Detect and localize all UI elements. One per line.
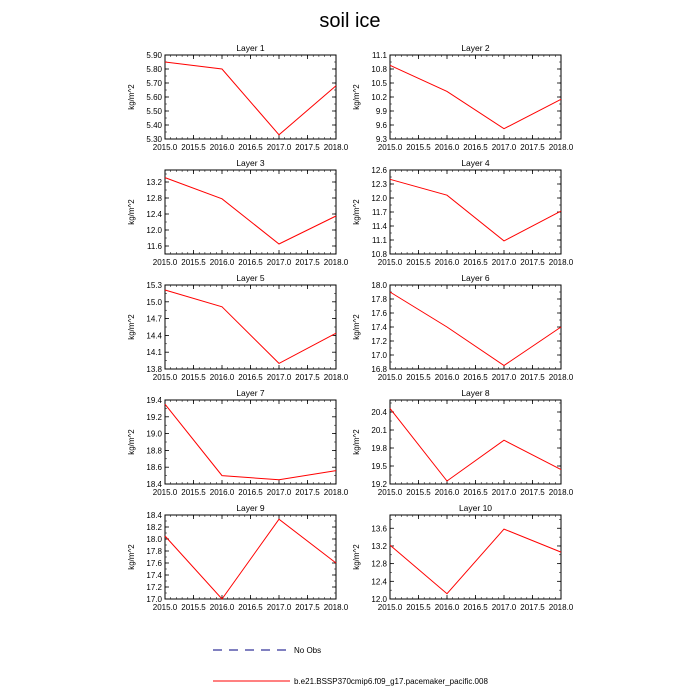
y-tick-label: 10.5 — [371, 79, 387, 88]
x-tick-label: 2017.0 — [266, 258, 292, 267]
x-tick-label: 2017.5 — [520, 258, 545, 267]
y-tick-label: 12.0 — [371, 595, 387, 604]
x-tick-label: 2018.0 — [548, 258, 574, 267]
subplot-layer-4 — [352, 158, 574, 267]
x-tick-label: 2018.0 — [548, 488, 574, 497]
plot-frame — [390, 515, 561, 599]
subplot-title: Layer 8 — [461, 388, 490, 398]
subplot-title: Layer 9 — [236, 503, 265, 513]
plot-frame — [165, 170, 336, 254]
subplot-layer-8 — [352, 388, 574, 497]
plot-frame — [390, 400, 561, 484]
y-tick-label: 19.2 — [146, 412, 162, 422]
y-tick-label: 12.3 — [371, 180, 387, 189]
subplot-title: Layer 5 — [236, 273, 265, 283]
x-tick-label: 2018.0 — [548, 143, 574, 152]
x-tick-label: 2017.5 — [295, 258, 320, 267]
y-tick-label: 13.8 — [146, 365, 162, 374]
x-tick-label: 2017.0 — [491, 488, 517, 497]
y-tick-label: 5.60 — [146, 93, 162, 102]
series-line — [390, 529, 561, 594]
y-tick-label: 11.6 — [147, 242, 162, 251]
subplot-title: Layer 6 — [461, 273, 490, 283]
subplot-layer-1 — [127, 43, 349, 152]
y-axis-label: kg/m^2 — [352, 429, 361, 455]
y-tick-label: 17.2 — [146, 583, 162, 592]
y-tick-label: 20.4 — [371, 408, 387, 417]
y-tick-label: 5.80 — [146, 65, 162, 74]
x-tick-label: 2018.0 — [323, 258, 349, 267]
y-tick-label: 19.0 — [146, 429, 162, 439]
y-axis-label: kg/m^2 — [352, 544, 361, 570]
x-tick-label: 2016.0 — [209, 603, 235, 612]
x-tick-label: 2016.0 — [209, 373, 235, 382]
x-tick-label: 2015.5 — [406, 258, 431, 267]
x-tick-label: 2017.5 — [295, 488, 320, 497]
x-tick-label: 2015.5 — [406, 373, 431, 382]
x-tick-label: 2016.0 — [434, 143, 460, 152]
y-axis-label: kg/m^2 — [352, 84, 361, 110]
x-tick-label: 2015.0 — [377, 143, 403, 152]
y-tick-label: 18.8 — [146, 446, 162, 456]
x-tick-label: 2016.5 — [238, 373, 263, 382]
x-tick-label: 2016.5 — [238, 488, 263, 497]
x-tick-label: 2016.5 — [463, 488, 488, 497]
y-tick-label: 13.6 — [371, 524, 387, 534]
y-tick-label: 13.2 — [371, 541, 387, 551]
subplot-layer-9 — [127, 503, 349, 612]
plot-frame — [390, 285, 561, 369]
x-tick-label: 2016.5 — [238, 258, 263, 267]
y-tick-label: 12.0 — [371, 194, 387, 203]
y-tick-label: 15.0 — [146, 297, 162, 307]
y-tick-label: 14.4 — [146, 331, 162, 341]
subplot-layer-2 — [352, 43, 574, 152]
y-axis-label: kg/m^2 — [127, 199, 136, 225]
series-line — [165, 62, 336, 135]
x-tick-label: 2018.0 — [323, 488, 349, 497]
y-axis-label: kg/m^2 — [352, 199, 361, 225]
series-line — [165, 404, 336, 480]
series-line — [390, 292, 561, 366]
plot-frame — [165, 55, 336, 139]
x-tick-label: 2017.0 — [266, 603, 292, 612]
plot-frame — [165, 515, 336, 599]
y-tick-label: 17.0 — [146, 595, 162, 604]
y-tick-label: 13.2 — [146, 178, 162, 187]
x-tick-label: 2015.5 — [406, 488, 431, 497]
x-tick-label: 2015.5 — [181, 143, 206, 152]
x-tick-label: 2016.5 — [463, 603, 488, 612]
x-tick-label: 2015.0 — [377, 603, 403, 612]
x-tick-label: 2017.5 — [520, 488, 545, 497]
x-tick-label: 2017.0 — [491, 373, 517, 382]
series-line — [165, 290, 336, 363]
subplot-title: Layer 7 — [236, 388, 265, 398]
x-tick-label: 2016.5 — [463, 258, 488, 267]
y-tick-label: 17.0 — [371, 351, 387, 360]
y-tick-label: 17.6 — [371, 309, 387, 318]
x-tick-label: 2015.0 — [377, 373, 403, 382]
series-line — [165, 519, 336, 599]
x-tick-label: 2017.0 — [266, 373, 292, 382]
subplot-title: Layer 4 — [461, 158, 490, 168]
x-tick-label: 2017.0 — [266, 488, 292, 497]
y-tick-label: 9.3 — [375, 135, 387, 144]
x-tick-label: 2016.0 — [434, 488, 460, 497]
series-line — [390, 65, 561, 128]
x-tick-label: 2015.5 — [181, 258, 206, 267]
y-tick-label: 18.4 — [146, 480, 162, 489]
y-tick-label: 17.6 — [146, 559, 162, 568]
x-tick-label: 2015.0 — [152, 603, 178, 612]
y-tick-label: 16.8 — [371, 365, 387, 374]
y-tick-label: 10.2 — [371, 93, 387, 102]
x-tick-label: 2018.0 — [548, 603, 574, 612]
y-tick-label: 14.1 — [146, 348, 162, 358]
y-axis-label: kg/m^2 — [352, 314, 361, 340]
y-tick-label: 19.5 — [371, 462, 387, 471]
y-tick-label: 12.4 — [371, 577, 387, 587]
y-axis-label: kg/m^2 — [127, 314, 136, 340]
subplot-title: Layer 2 — [461, 43, 490, 53]
plot-frame — [165, 400, 336, 484]
x-tick-label: 2018.0 — [323, 603, 349, 612]
x-tick-label: 2017.0 — [491, 603, 517, 612]
x-tick-label: 2015.0 — [377, 258, 403, 267]
x-tick-label: 2016.5 — [463, 373, 488, 382]
y-tick-label: 18.4 — [146, 511, 162, 520]
x-tick-label: 2017.5 — [520, 143, 545, 152]
y-tick-label: 18.2 — [146, 523, 162, 532]
x-tick-label: 2017.0 — [266, 143, 292, 152]
y-tick-label: 14.7 — [146, 314, 162, 324]
subplot-title: Layer 1 — [236, 43, 265, 53]
y-tick-label: 12.0 — [146, 226, 162, 235]
y-tick-label: 19.8 — [371, 444, 387, 453]
y-tick-label: 5.50 — [146, 107, 162, 116]
x-tick-label: 2017.5 — [295, 603, 320, 612]
series-line — [390, 179, 561, 241]
subplot-title: Layer 10 — [458, 503, 493, 513]
y-tick-label: 18.6 — [146, 463, 162, 473]
legend-label-series: b.e21.BSSP370cmip6.f09_g17.pacemaker_pacific.008 — [294, 677, 488, 686]
x-tick-label: 2016.0 — [434, 603, 460, 612]
x-tick-label: 2016.5 — [238, 603, 263, 612]
x-tick-label: 2016.0 — [209, 143, 235, 152]
y-tick-label: 17.4 — [146, 571, 162, 580]
y-tick-label: 18.0 — [146, 535, 162, 544]
x-tick-label: 2015.0 — [152, 143, 178, 152]
y-axis-label: kg/m^2 — [127, 429, 136, 455]
y-tick-label: 9.9 — [375, 107, 387, 116]
x-tick-label: 2015.0 — [152, 488, 178, 497]
y-tick-label: 9.6 — [375, 121, 387, 130]
x-tick-label: 2015.5 — [181, 603, 206, 612]
x-tick-label: 2015.5 — [181, 373, 206, 382]
x-tick-label: 2016.5 — [463, 143, 488, 152]
y-tick-label: 5.40 — [146, 121, 162, 130]
x-tick-label: 2015.0 — [377, 488, 403, 497]
x-tick-label: 2015.5 — [181, 488, 206, 497]
subplot-layer-7 — [127, 388, 349, 497]
subplot-layer-6 — [352, 273, 574, 382]
series-line — [165, 178, 336, 244]
x-tick-label: 2016.5 — [238, 143, 263, 152]
y-tick-label: 12.8 — [371, 559, 387, 569]
x-tick-label: 2018.0 — [548, 373, 574, 382]
x-tick-label: 2017.5 — [295, 373, 320, 382]
y-tick-label: 18.0 — [371, 281, 387, 290]
y-tick-label: 12.8 — [146, 194, 162, 203]
y-tick-label: 15.3 — [146, 281, 162, 290]
subplot-layer-5 — [127, 273, 349, 382]
subplot-title: Layer 3 — [236, 158, 265, 168]
x-tick-label: 2015.0 — [152, 373, 178, 382]
x-tick-label: 2015.0 — [152, 258, 178, 267]
y-tick-label: 10.8 — [371, 250, 387, 259]
y-tick-label: 17.4 — [371, 323, 387, 332]
y-tick-label: 11.1 — [372, 236, 387, 245]
y-tick-label: 11.4 — [372, 222, 387, 231]
y-tick-label: 10.8 — [371, 65, 387, 74]
x-tick-label: 2016.0 — [434, 373, 460, 382]
y-tick-label: 17.8 — [371, 295, 387, 304]
figure-title: soil ice — [319, 10, 381, 32]
plot-frame — [390, 170, 561, 254]
x-tick-label: 2017.5 — [520, 373, 545, 382]
x-tick-label: 2017.0 — [491, 143, 517, 152]
x-tick-label: 2018.0 — [323, 373, 349, 382]
y-tick-label: 12.4 — [146, 210, 162, 219]
y-tick-label: 12.6 — [371, 166, 387, 175]
legend — [213, 646, 488, 686]
y-tick-label: 20.1 — [371, 426, 387, 435]
y-axis-label: kg/m^2 — [127, 544, 136, 570]
y-tick-label: 5.30 — [146, 135, 162, 144]
x-tick-label: 2017.5 — [520, 603, 545, 612]
y-tick-label: 17.2 — [371, 337, 387, 346]
x-tick-label: 2016.0 — [209, 488, 235, 497]
x-tick-label: 2017.5 — [295, 143, 320, 152]
series-line — [390, 408, 561, 481]
x-tick-label: 2016.0 — [434, 258, 460, 267]
subplot-layer-3 — [127, 158, 349, 267]
plot-frame — [390, 55, 561, 139]
y-axis-label: kg/m^2 — [127, 84, 136, 110]
y-tick-label: 17.8 — [146, 547, 162, 556]
y-tick-label: 11.1 — [372, 51, 387, 60]
x-tick-label: 2017.0 — [491, 258, 517, 267]
y-tick-label: 5.70 — [146, 79, 162, 88]
legend-label-no-obs: No Obs — [294, 646, 322, 655]
x-tick-label: 2015.5 — [406, 143, 431, 152]
y-tick-label: 5.90 — [146, 51, 162, 60]
y-tick-label: 19.2 — [371, 480, 387, 489]
y-tick-label: 19.4 — [146, 396, 162, 405]
subplot-layer-10 — [352, 503, 574, 612]
x-tick-label: 2018.0 — [323, 143, 349, 152]
x-tick-label: 2016.0 — [209, 258, 235, 267]
x-tick-label: 2015.5 — [406, 603, 431, 612]
y-tick-label: 11.7 — [372, 208, 387, 217]
